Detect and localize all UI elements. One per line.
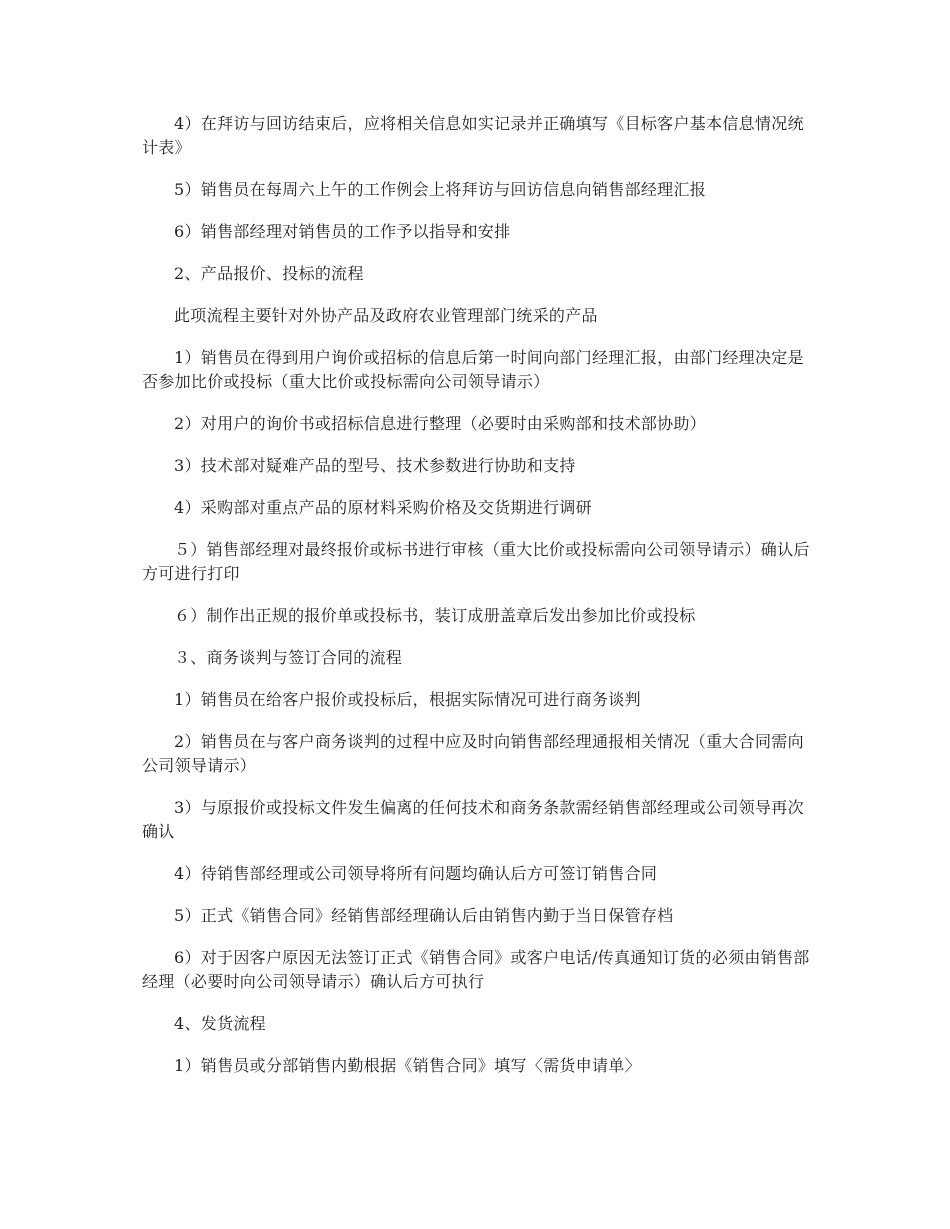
paragraph-quote-step-3: 3）技术部对疑难产品的型号、技术参数进行协助和支持 bbox=[174, 456, 576, 475]
paragraph-scope: 此项流程主要针对外协产品及政府农业管理部门统采的产品 bbox=[174, 306, 598, 325]
paragraph-weekly-report: 5）销售员在每周六上午的工作例会上将拜访与回访信息向销售部经理汇报 bbox=[174, 180, 707, 199]
paragraph-quote-step-5: ５）销售部经理对最终报价或标书进行审核（重大比价或投标需向公司领导请示）确认后方可进行打印 bbox=[142, 540, 810, 583]
section-heading-shipping: 4、发货流程 bbox=[174, 1014, 266, 1033]
paragraph-negotiation-step-2: 2）销售员在与客户商务谈判的过程中应及时向销售部经理通报相关情况（重大合同需向公司领导请示） bbox=[142, 732, 804, 775]
paragraph-shipping-step-1: 1）销售员或分部销售内勤根据《销售合同》填写〈需货申请单〉 bbox=[174, 1056, 641, 1075]
paragraph-manager-guidance: 6）销售部经理对销售员的工作予以指导和安排 bbox=[174, 222, 511, 241]
paragraph-negotiation-step-1: 1）销售员在给客户报价或投标后，根据实际情况可进行商务谈判 bbox=[174, 690, 641, 709]
section-heading-negotiation: ３、商务谈判与签订合同的流程 bbox=[174, 648, 403, 667]
paragraph-quote-step-2: 2）对用户的询价书或招标信息进行整理（必要时由采购部和技术部协助） bbox=[174, 414, 707, 433]
paragraph-negotiation-step-4: 4）待销售部经理或公司领导将所有问题均确认后方可签订销售合同 bbox=[174, 864, 658, 883]
paragraph-negotiation-step-3: 3）与原报价或投标文件发生偏离的任何技术和商务条款需经销售部经理或公司领导再次确认 bbox=[142, 798, 804, 841]
paragraph-visit-record: 4）在拜访与回访结束后，应将相关信息如实记录并正确填写《目标客户基本信息情况统计表》 bbox=[142, 114, 804, 157]
paragraph-quote-step-4: 4）采购部对重点产品的原材料采购价格及交货期进行调研 bbox=[174, 498, 592, 517]
section-heading-quotation: 2、产品报价、投标的流程 bbox=[174, 264, 364, 283]
document-body bbox=[142, 112, 810, 1096]
paragraph-quote-step-1: 1）销售员在得到用户询价或招标的信息后第一时间向部门经理汇报，由部门经理决定是否参加比价或投标（重大比价或投标需向公司领导请示） bbox=[142, 348, 804, 391]
paragraph-negotiation-step-6: 6）对于因客户原因无法签订正式《销售合同》或客户电话/传真通知订货的必须由销售部经理（必要时向公司领导请示）确认后方可执行 bbox=[142, 948, 810, 991]
paragraph-negotiation-step-5: 5）正式《销售合同》经销售部经理确认后由销售内勤于当日保管存档 bbox=[174, 906, 674, 925]
paragraph-quote-step-6: ６）制作出正规的报价单或投标书，装订成册盖章后发出参加比价或投标 bbox=[174, 606, 696, 625]
